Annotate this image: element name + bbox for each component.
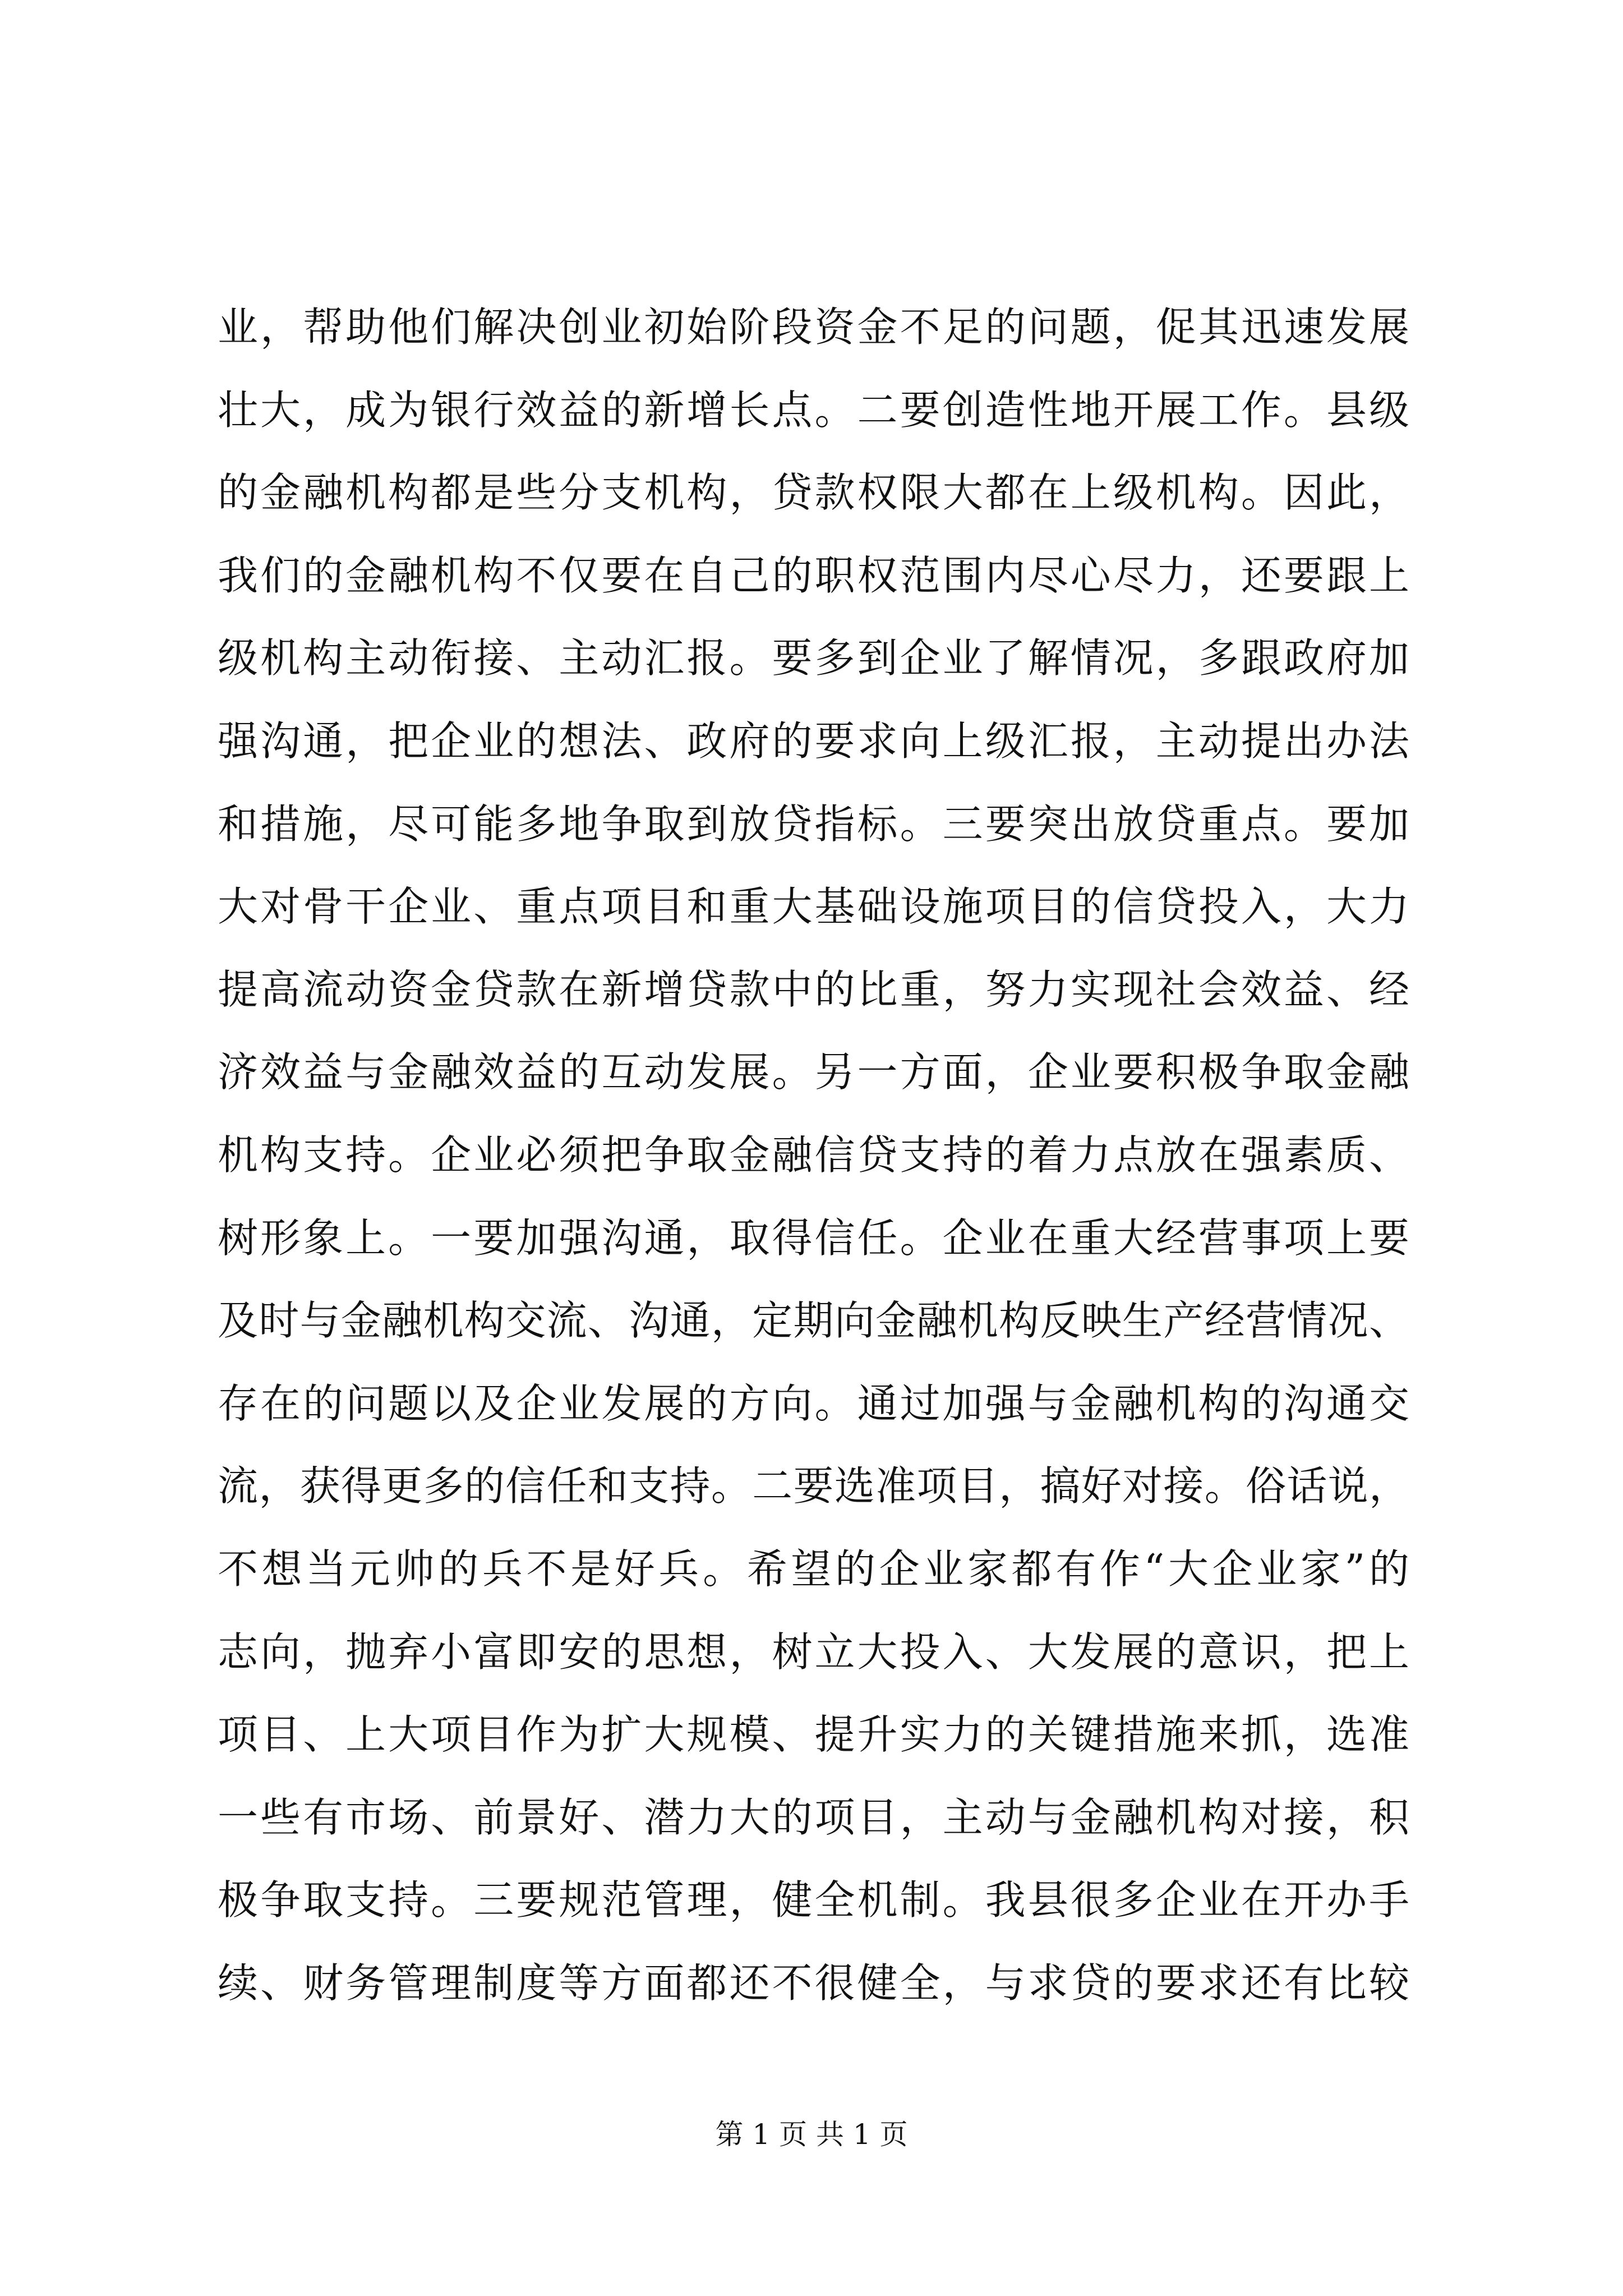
text-line-20: 极争取支持。三要规范管理，健全机制。我县很多企业在开办手 [218, 1876, 1409, 1924]
text-line-8: 大对骨干企业、重点项目和重大基础设施项目的信贷投入，大力 [218, 883, 1409, 931]
text-line-7: 和措施，尽可能多地争取到放贷指标。三要突出放贷重点。要加 [218, 800, 1409, 848]
text-line-4: 我们的金融机构不仅要在自己的职权范围内尽心尽力，还要跟上 [218, 551, 1409, 599]
text-line-18: 项目、上大项目作为扩大规模、提升实力的关键措施来抓，选准 [218, 1711, 1409, 1759]
text-line-19: 一些有市场、前景好、潜力大的项目，主动与金融机构对接，积 [218, 1793, 1409, 1841]
document-body [218, 286, 1409, 2024]
text-line-1: 业，帮助他们解决创业初始阶段资金不足的问题，促其迅速发展 [218, 303, 1409, 351]
text-line-14: 存在的问题以及企业发展的方向。通过加强与金融机构的沟通交 [218, 1379, 1409, 1427]
text-line-9: 提高流动资金贷款在新增贷款中的比重，努力实现社会效益、经 [218, 965, 1409, 1013]
text-line-15: 流，获得更多的信任和支持。二要选准项目，搞好对接。俗话说， [218, 1462, 1409, 1510]
text-line-11: 机构支持。企业必须把争取金融信贷支持的着力点放在强素质、 [218, 1131, 1409, 1179]
text-line-16: 不想当元帅的兵不是好兵。希望的企业家都有作“大企业家”的 [218, 1545, 1409, 1593]
text-line-2: 壮大，成为银行效益的新增长点。二要创造性地开展工作。县级 [218, 386, 1409, 434]
page-number-footer: 第 1 页 共 1 页 [715, 2118, 908, 2151]
text-line-6: 强沟通，把企业的想法、政府的要求向上级汇报，主动提出办法 [218, 717, 1409, 765]
text-line-21: 续、财务管理制度等方面都还不很健全，与求贷的要求还有比较 [218, 1959, 1409, 2007]
text-line-5: 级机构主动衔接、主动汇报。要多到企业了解情况，多跟政府加 [218, 634, 1409, 682]
text-line-10: 济效益与金融效益的互动发展。另一方面，企业要积极争取金融 [218, 1048, 1409, 1096]
text-line-13: 及时与金融机构交流、沟通，定期向金融机构反映生产经营情况、 [218, 1297, 1409, 1345]
text-line-17: 志向，抛弃小富即安的思想，树立大投入、大发展的意识，把上 [218, 1628, 1409, 1676]
text-line-12: 树形象上。一要加强沟通，取得信任。企业在重大经营事项上要 [218, 1214, 1409, 1262]
text-line-3: 的金融机构都是些分支机构，贷款权限大都在上级机构。因此， [218, 469, 1409, 517]
